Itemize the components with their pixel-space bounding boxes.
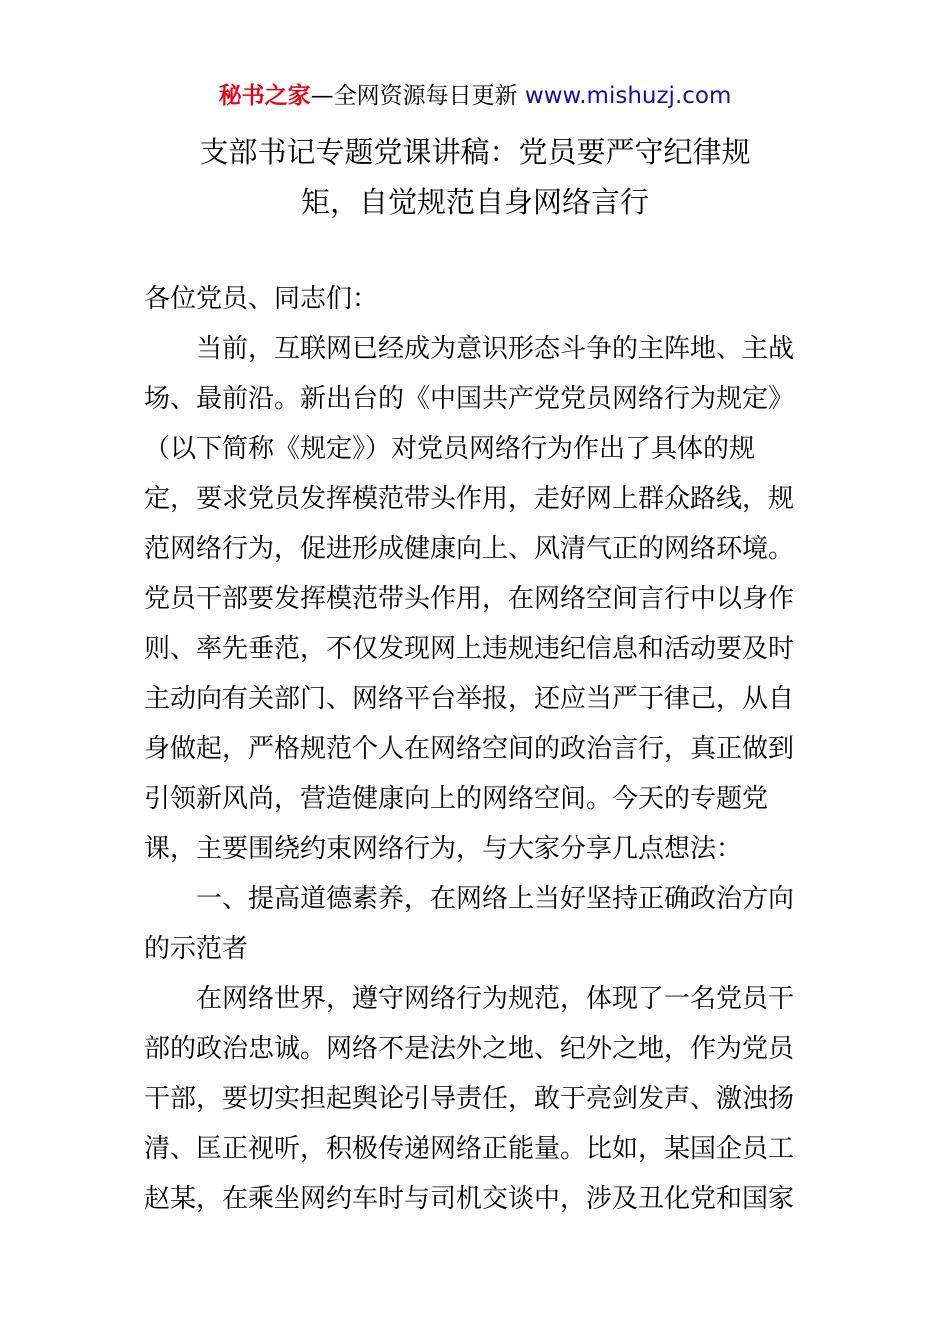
document-title <box>144 127 806 227</box>
site-tagline: —全网资源每日更新 <box>310 83 525 109</box>
paragraph-1-line: 则、率先垂范，不仅发现网上违规违纪信息和活动要及时 <box>144 634 795 664</box>
title-line-2: 矩，自觉规范自身网络言行 <box>300 185 649 219</box>
paragraph-1-line: 主动向有关部门、网络平台举报，还应当严于律己，从自 <box>144 684 795 714</box>
site-url-link[interactable]: www.mishuzj.com <box>524 83 732 109</box>
paragraph-2-line: 部的政治忠诚。网络不是法外之地、纪外之地，作为党员 <box>144 1034 795 1064</box>
paragraph-1-line: 引领新风尚，营造健康向上的网络空间。今天的专题党 <box>144 784 769 814</box>
paragraph-2-line: 赵某，在乘坐网约车时与司机交谈中，涉及丑化党和国家 <box>144 1184 795 1214</box>
site-brand: 秘书之家 <box>218 83 311 109</box>
paragraph-1-line: 身做起，严格规范个人在网络空间的政治言行，真正做到 <box>144 734 795 764</box>
paragraph-2-line: 干部，要切实担起舆论引导责任，敢于亮剑发声、激浊扬 <box>144 1084 795 1114</box>
paragraph-1-line: 场、最前沿。新出台的《中国共产党党员网络行为规定》 <box>144 384 795 414</box>
paragraph-1-line: （以下简称《规定》）对党员网络行为作出了具体的规 <box>144 434 756 464</box>
title-line-1: 支部书记专题党课讲稿：党员要严守纪律规 <box>199 135 751 169</box>
section-heading-line: 的示范者 <box>144 934 249 964</box>
paragraph-1-line: 定，要求党员发挥模范带头作用，走好网上群众路线，规 <box>144 484 795 514</box>
paragraph-2-line: 在网络世界，遵守网络行为规范，体现了一名党员干 <box>196 984 795 1014</box>
paragraph-1-line: 范网络行为，促进形成健康向上、风清气正的网络环境。 <box>144 534 795 564</box>
document-body <box>144 274 806 1224</box>
site-header <box>0 80 950 112</box>
paragraph-2-line: 清、匡正视听，积极传递网络正能量。比如，某国企员工 <box>144 1134 795 1164</box>
paragraph-1-line: 课，主要围绕约束网络行为，与大家分享几点想法： <box>144 834 743 864</box>
paragraph-1-line: 党员干部要发挥模范带头作用，在网络空间言行中以身作 <box>144 584 795 614</box>
salutation: 各位党员、同志们： <box>144 284 379 314</box>
section-heading-line: 一、提高道德素养，在网络上当好坚持正确政治方向 <box>196 884 795 914</box>
paragraph-1-line: 当前，互联网已经成为意识形态斗争的主阵地、主战 <box>196 334 795 364</box>
